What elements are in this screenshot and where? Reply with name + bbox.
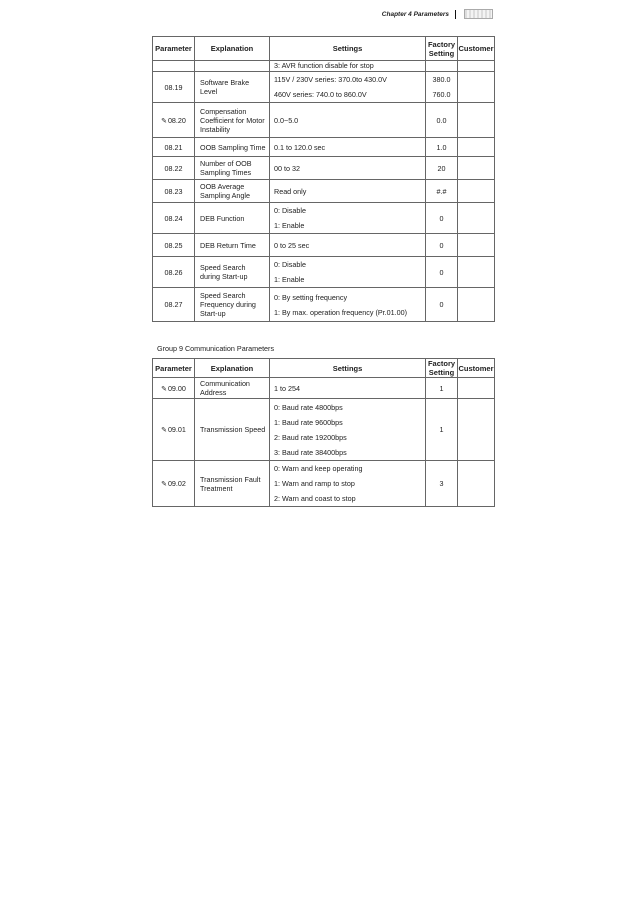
explanation-line: Treatment [200, 483, 233, 493]
param-code: 09.00 [167, 383, 186, 393]
header-customer: Customer [458, 37, 495, 61]
header-parameter: Parameter [153, 359, 195, 378]
customer-cell [458, 399, 495, 461]
header-explanation: Explanation [195, 37, 270, 61]
setting-line: 3: Baud rate 38400bps [274, 447, 347, 457]
table-row [153, 378, 495, 399]
param-cell [153, 378, 195, 399]
setting-line: 1: Warn and ramp to stop [274, 479, 355, 488]
settings-cell [270, 138, 426, 157]
explanation-cell [195, 257, 270, 288]
factory-setting-cell [426, 157, 458, 180]
factory-setting-cell [426, 288, 458, 322]
header-settings: Settings [270, 359, 426, 378]
setting-line: 115V / 230V series: 370.0to 430.0V [274, 75, 387, 84]
param-code: 08.25 [164, 240, 183, 250]
explanation-cell [195, 288, 270, 322]
table-row [153, 399, 495, 461]
explanation-cell [195, 203, 270, 234]
customer-cell [458, 138, 495, 157]
param-code: 08.20 [167, 115, 186, 125]
setting-line: 0 to 25 sec [274, 240, 310, 250]
explanation-line: Speed Search [200, 291, 246, 300]
param-cell [153, 72, 195, 103]
factory-value: #.# [436, 186, 447, 196]
settings-cell [270, 257, 426, 288]
explanation-line: Speed Search [200, 263, 246, 272]
explanation-line: during Start-up [200, 272, 248, 281]
group9-parameter-table [152, 358, 495, 507]
customer-cell [458, 203, 495, 234]
param-cell [153, 180, 195, 203]
factory-cell [426, 61, 458, 72]
param-code: 09.02 [167, 479, 186, 488]
explanation-line: Coefficient for Motor [200, 115, 265, 125]
explanation-line: Transmission Fault [200, 474, 261, 484]
settings-cell [270, 157, 426, 180]
explanation-cell [195, 180, 270, 203]
customer-cell [458, 461, 495, 507]
settings-cell [270, 180, 426, 203]
settings-cell [270, 72, 426, 103]
settings-cell [270, 203, 426, 234]
setting-line: 460V series: 740.0 to 860.0V [274, 90, 367, 99]
customer-cell [458, 61, 495, 72]
param-cell [153, 399, 195, 461]
explanation-cell [195, 234, 270, 257]
pencil-icon: ✎ [161, 427, 167, 434]
factory-value: 0 [439, 267, 444, 277]
header-factory-line: Factory [427, 359, 456, 368]
factory-setting-cell [426, 180, 458, 203]
customer-cell [458, 72, 495, 103]
chapter-title: Chapter 4 Parameters [381, 11, 449, 18]
table-header-row [153, 359, 495, 378]
settings-cell [270, 234, 426, 257]
param-code: 08.23 [164, 186, 183, 196]
setting-line: 0: Disable [274, 206, 306, 215]
table-row [153, 138, 495, 157]
explanation-cell [195, 399, 270, 461]
customer-cell [458, 157, 495, 180]
setting-line: 1 to 254 [274, 383, 300, 393]
customer-cell [458, 288, 495, 322]
explanation-line: Start-up [200, 309, 226, 318]
factory-value: 0 [439, 240, 444, 250]
explanation-cell [195, 461, 270, 507]
param-code: 08.26 [164, 267, 183, 277]
header-factory-line: Setting [428, 48, 455, 58]
factory-setting-cell [426, 257, 458, 288]
explanation-cell [195, 378, 270, 399]
header-settings: Settings [270, 37, 426, 61]
factory-value: 1 [439, 383, 444, 393]
header-factory-line: Setting [428, 368, 455, 377]
factory-setting-cell [426, 203, 458, 234]
setting-line: 2: Baud rate 19200bps [274, 432, 347, 442]
param-code: 08.27 [164, 300, 183, 309]
factory-value: 1 [439, 425, 444, 434]
setting-line: 0: Baud rate 4800bps [274, 402, 343, 412]
table-row [153, 72, 495, 103]
factory-value: 3 [439, 479, 444, 488]
explanation-line: Sampling Angle [200, 191, 250, 200]
param-cell [153, 61, 195, 72]
param-code: 08.24 [164, 213, 183, 223]
table-row [153, 257, 495, 288]
customer-cell [458, 103, 495, 138]
setting-line: 1: Enable [274, 221, 305, 230]
header-factory-setting [426, 37, 458, 61]
settings-cell [270, 399, 426, 461]
explanation-line: Sampling Times [200, 168, 252, 177]
param-code: 08.22 [164, 163, 183, 173]
setting-line: 0: Warn and keep operating [274, 464, 363, 473]
header-factory-setting [426, 359, 458, 378]
explanation-line: OOB Sampling Time [200, 142, 266, 152]
settings-cell [270, 378, 426, 399]
customer-cell [458, 257, 495, 288]
table-row [153, 103, 495, 138]
factory-value: 380.0 [432, 75, 451, 84]
explanation-line: Frequency during [200, 300, 256, 309]
setting-line: 00 to 32 [274, 163, 300, 173]
explanation-cell [195, 138, 270, 157]
brand-logo [464, 9, 493, 19]
table-row [153, 180, 495, 203]
table-row [153, 288, 495, 322]
explanation-line: Instability [200, 124, 230, 134]
param-cell [153, 103, 195, 138]
explanation-line: OOB Average [200, 182, 245, 191]
header-divider [455, 10, 457, 19]
header-factory-line: Factory [427, 39, 456, 49]
table-row [153, 157, 495, 180]
param-code: 09.01 [167, 425, 186, 434]
factory-value: 760.0 [432, 90, 451, 99]
setting-line: 0: By setting frequency [274, 292, 348, 302]
factory-value: 1.0 [436, 142, 447, 152]
setting-line: 0.0~5.0 [274, 115, 299, 125]
factory-value: 20 [437, 163, 446, 173]
explanation-line: Address [200, 388, 227, 397]
factory-setting-cell [426, 138, 458, 157]
factory-setting-cell [426, 234, 458, 257]
settings-cell [270, 288, 426, 322]
header-parameter: Parameter [153, 37, 195, 61]
setting-line: 1: Baud rate 9600bps [274, 417, 343, 427]
customer-cell [458, 378, 495, 399]
settings-cell [270, 61, 426, 72]
explanation-line: DEB Function [200, 213, 245, 223]
factory-value: 0 [439, 213, 444, 223]
factory-setting-cell [426, 378, 458, 399]
table-row [153, 234, 495, 257]
explanation-line: Number of OOB [200, 159, 252, 168]
factory-setting-cell [426, 103, 458, 138]
setting-line: Read only [274, 186, 307, 196]
table-row [153, 461, 495, 507]
group8-parameter-table [152, 36, 495, 322]
setting-line: 1: By max. operation frequency (Pr.01.00) [274, 307, 408, 317]
page-header [365, 9, 493, 21]
header-explanation: Explanation [195, 359, 270, 378]
param-code: 08.19 [164, 82, 183, 92]
param-cell [153, 157, 195, 180]
param-cell [153, 461, 195, 507]
setting-line: 3: AVR function disable for stop [274, 61, 374, 70]
pencil-icon: ✎ [161, 385, 167, 393]
setting-line: 1: Enable [274, 275, 305, 284]
header-customer: Customer [458, 359, 495, 378]
customer-cell [458, 180, 495, 203]
table-row [153, 203, 495, 234]
param-cell [153, 203, 195, 234]
explanation-line: Compensation [200, 106, 247, 116]
factory-value: 0 [439, 300, 444, 309]
group9-title: Group 9 Communication Parameters [157, 344, 275, 353]
settings-cell [270, 103, 426, 138]
factory-setting-cell [426, 461, 458, 507]
factory-value: 0.0 [436, 115, 447, 125]
param-cell [153, 234, 195, 257]
explanation-line: Transmission Speed [200, 425, 266, 434]
explanation-line: Communication [200, 379, 250, 388]
factory-setting-cell [426, 399, 458, 461]
pencil-icon: ✎ [161, 117, 167, 125]
customer-cell [458, 234, 495, 257]
pencil-icon: ✎ [161, 481, 167, 488]
explanation-cell [195, 157, 270, 180]
setting-line: 0: Disable [274, 260, 306, 269]
settings-cell [270, 461, 426, 507]
explanation-line: DEB Return Time [200, 240, 256, 250]
explanation-line: Software Brake [200, 78, 250, 87]
factory-setting-cell [426, 72, 458, 103]
param-cell [153, 257, 195, 288]
explanation-cell [195, 72, 270, 103]
param-code: 08.21 [164, 142, 183, 152]
explanation-cell [195, 103, 270, 138]
table-header-row [153, 37, 495, 61]
explanation-cell [195, 61, 270, 72]
param-cell [153, 138, 195, 157]
setting-line: 2: Warn and coast to stop [274, 494, 356, 503]
explanation-line: Level [200, 87, 218, 96]
setting-line: 0.1 to 120.0 sec [274, 142, 326, 152]
continuation-row [153, 61, 495, 72]
param-cell [153, 288, 195, 322]
